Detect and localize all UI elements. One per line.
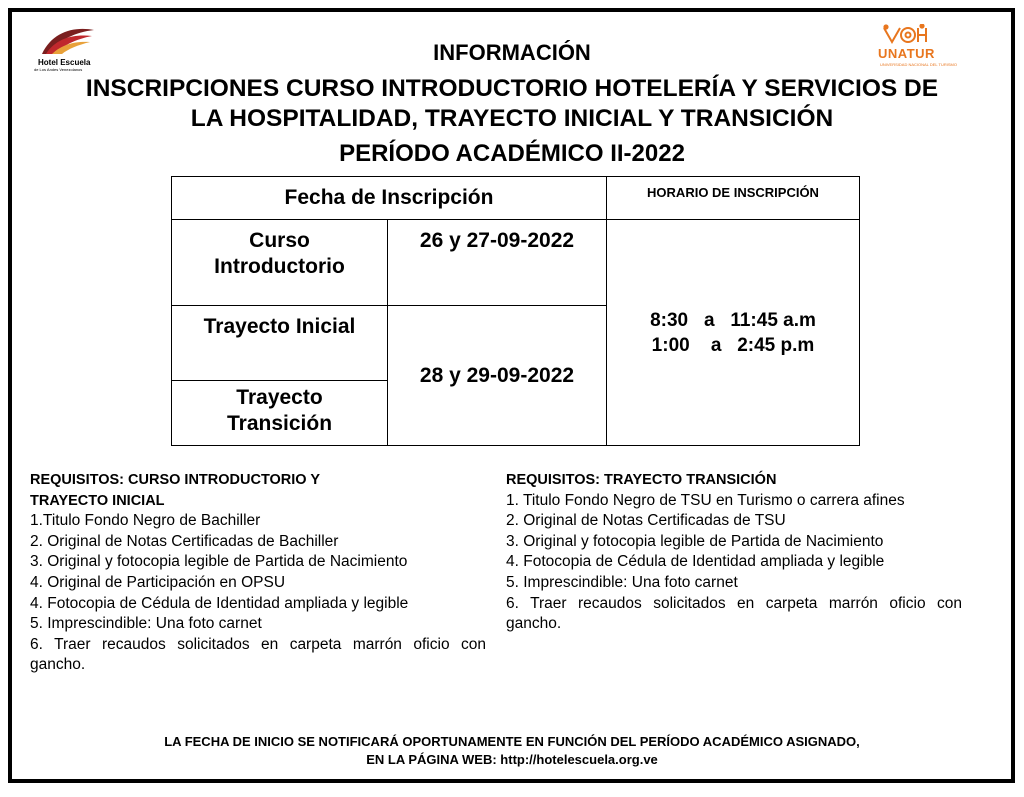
header-title: INFORMACIÓN [433, 40, 591, 65]
enrollment-hours [607, 220, 860, 446]
requirement-item: 4. Fotocopia de Cédula de Identidad ampliada y legible [30, 594, 409, 612]
requirement-item: 1.Titulo Fondo Negro de Bachiller [30, 512, 261, 530]
footer-website: EN LA PÁGINA WEB: http://hotelescuela.org.ve [366, 752, 658, 767]
enrollment-hours-afternoon: 1:00 a 2:45 p.m [651, 334, 815, 356]
hotel-escuela-logo-name: Hotel Escuela [38, 58, 91, 67]
date-introductorio: 26 y 27-09-2022 [388, 220, 607, 306]
requirement-item: 4. Original de Participación en OPSU [30, 573, 286, 591]
course-introductorio [172, 220, 388, 306]
requirement-item: 6. Traer recaudos solicitados en carpeta marrón oficio con gancho. [506, 594, 962, 633]
enrollment-schedule-table [171, 176, 860, 446]
requirement-item: 1. Titulo Fondo Negro de TSU en Turismo o carrera afines [506, 491, 905, 509]
column-header-date: Fecha de Inscripción [172, 177, 607, 220]
requirements-introductorio-title [30, 470, 486, 511]
requirements-introductorio-title-line-2: TRAYECTO INICIAL [30, 492, 165, 509]
header-subtitle-line-1: INSCRIPCIONES CURSO INTRODUCTORIO HOTELERÍA Y SERVICIOS DE [85, 75, 939, 102]
header-subtitle-line-2: LA HOSPITALIDAD, TRAYECTO INICIAL Y TRANSICIÓN [190, 105, 834, 132]
requirements-transicion-title: REQUISITOS: TRAYECTO TRANSICIÓN [506, 472, 777, 488]
unatur-logo-sub: UNIVERSIDAD NACIONAL DEL TURISMO [880, 62, 957, 67]
course-trayecto-transicion-line-2: Transición [226, 412, 333, 435]
requirements-introductorio [30, 470, 486, 676]
date-trayectos: 28 y 29-09-2022 [388, 306, 607, 446]
course-trayecto-transicion [172, 381, 388, 446]
course-introductorio-line-2: Introductorio [214, 255, 345, 278]
requirement-item: 5. Imprescindible: Una foto carnet [30, 615, 262, 633]
requirement-item: 2. Original de Notas Certificadas de Bachiller [30, 532, 339, 550]
course-trayecto-transicion-line-1: Trayecto [236, 386, 323, 409]
requirement-item: 5. Imprescindible: Una foto carnet [506, 573, 738, 591]
requirements-introductorio-title-line-1: REQUISITOS: CURSO INTRODUCTORIO Y [30, 472, 321, 488]
academic-period: PERÍODO ACADÉMICO II-2022 [339, 140, 685, 167]
unatur-logo-name: UNATUR [878, 46, 935, 61]
requirement-item: 2. Original de Notas Certificadas de TSU [506, 512, 786, 530]
enrollment-hours-morning: 8:30 a 11:45 a.m [650, 309, 816, 331]
footer-notice: LA FECHA DE INICIO SE NOTIFICARÁ OPORTUNAMENTE EN FUNCIÓN DEL PERÍODO ACADÉMICO ASIGNADO, [164, 734, 860, 749]
requirement-item: 3. Original y fotocopia legible de Partida de Nacimiento [30, 553, 408, 571]
course-trayecto-inicial: Trayecto Inicial [172, 306, 388, 381]
column-header-time: HORARIO DE INSCRIPCIÓN [607, 177, 860, 220]
hotel-escuela-logo-sub: de Los Andes Venezolanos [34, 67, 83, 72]
requirements-transicion [506, 470, 962, 635]
requirement-item: 4. Fotocopia de Cédula de Identidad ampliada y legible [506, 553, 885, 571]
course-introductorio-line-1: Curso [249, 229, 310, 252]
header-subtitle [0, 74, 1024, 134]
requirement-item: 6. Traer recaudos solicitados en carpeta marrón oficio con gancho. [30, 635, 486, 674]
requirement-item: 3. Original y fotocopia legible de Partida de Nacimiento [506, 532, 884, 550]
